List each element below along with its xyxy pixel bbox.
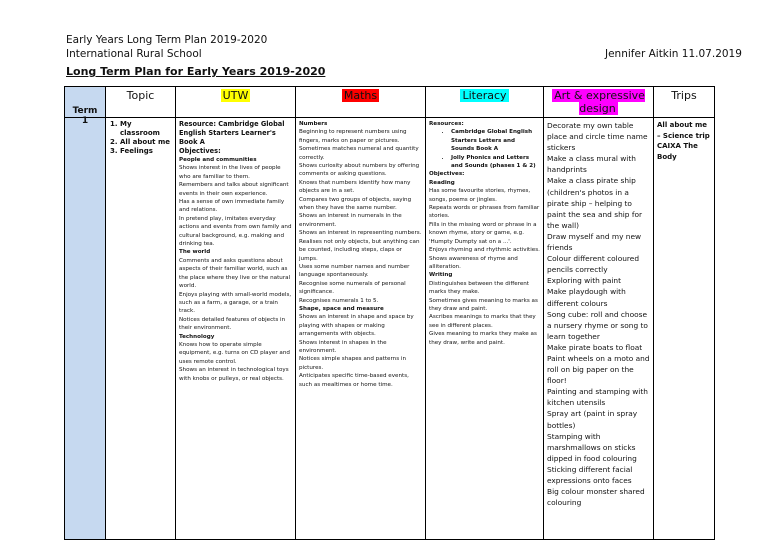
utw-cell: Resource: Cambridge Global English Starters Learner's Book A Objectives: People and communities Shows interest in the lives of people who are familiar to them. Remembers and talks about significant events in their own experience. Has a sense of own immediate family and relations. In pretend play, imitates everyday actions and events from own family and cultural background, e.g. making and drinking tea. The world Comments and asks questions about aspects of their familiar world, such as the place where they live or the natural world. Enjoys playing with small-world models, such as a farm, a garage, or a train track. Notices detailed features of objects in their environment. Technology Knows how to operate simple equipment, e.g. turns on CD player and uses remote control. Shows an interest in technological toys with knobs or pulleys, or real objects. (176, 118, 296, 540)
doc-header-line1: Early Years Long Term Plan 2019-2020 (66, 34, 268, 46)
art-item: Draw myself and my new friends (547, 231, 642, 253)
resource-item: • Cambridge Global English Starters Letters and Sounds Book A (451, 128, 540, 153)
maths-cell: Numbers Beginning to represent numbers using fingers, marks on paper or pictures. Sometimes matches numeral and quantity correctly. Shows curiosity about numbers by offering comments or asking questions. Knows that numbers identify how many objects are in a set. Compares two groups of objects, saying when they have the same number. Shows an interest in numerals in the environment. Shows an interest in representing numbers. Realises not only objects, but anything can be counted, including steps, claps or jumps. Uses some number names and number language spontaneously. Recognise some numerals of personal significance. Recognises numerals 1 to 5. Shape, space and measure Shows an interest in shape and space by playing with shapes or making arrangements with objects. Shows interest in shapes in the environment. Notices simple shapes and patterns in pictures. Anticipates specific time-based events, such as mealtimes or home time. (296, 118, 426, 540)
art-item: Painting and stamping with kitchen utensils (547, 387, 648, 408)
doc-header-line2: International Rural School (66, 48, 202, 60)
topic-item: 3. Feelings (120, 147, 172, 156)
art-item: Exploring with paint (547, 276, 622, 286)
art-cell (544, 118, 654, 540)
topic-item: 1. My classroom (120, 120, 172, 138)
art-item: Decorate my own table place and circle time name stickers (547, 121, 648, 153)
art-item: Spray art (paint in spray bottles) (547, 409, 638, 430)
art-item: Big colour monster shared colouring (547, 487, 645, 508)
topic-item: 2. All about me (120, 138, 172, 147)
term-number: 1 (81, 116, 89, 126)
art-item: Make playdough with different colours (547, 287, 626, 308)
term-label: Term (72, 106, 98, 116)
literacy-header: Literacy (426, 87, 544, 118)
art-header: Art & expressive design (544, 87, 654, 118)
term-cell (65, 106, 106, 540)
art-item: Paint wheels on a moto and roll on big paper on the floor! (547, 353, 650, 386)
art-item: Sticking different facial expressions onto faces (547, 464, 633, 485)
art-item: Make a class pirate ship (children's photos in a pirate ship – helping to paint the sea and ship for the wall) (547, 176, 643, 230)
art-item: Make pirate boats to float (547, 342, 643, 352)
art-item: Stamping with marshmallows on sticks dipped in food colouring (547, 431, 637, 463)
art-item: Colour different coloured pencils correctly (547, 254, 640, 275)
art-item: Song cube: roll and choose a nursery rhyme or song to learn together (547, 309, 648, 341)
topic-header: Topic (106, 87, 176, 118)
topic-cell (106, 118, 176, 540)
trips-cell: All about me – Science trip CAIXA The Body (654, 118, 715, 540)
art-item: Make a class mural with handprints (547, 154, 636, 175)
resource-item: • Jolly Phonics and Letters and Sounds (phases 1 & 2) (451, 154, 540, 171)
maths-header: Maths (296, 87, 426, 118)
page-title: Long Term Plan for Early Years 2019-2020 (66, 65, 326, 78)
utw-header: UTW (176, 87, 296, 118)
trips-header: Trips (654, 87, 715, 118)
plan-table (64, 86, 715, 540)
literacy-cell: Resources: • Cambridge Global English Starters Letters and Sounds Book A • Jolly Phonics and Letters and Sounds (phases 1 & 2) Objectives: Reading Has some favourite stories, rhymes, songs, poems or jingles. Repeats words or phrases from familiar stories. Fills in the missing word or phrase in a known rhyme, story or game, e.g. 'Humpty Dumpty sat on a ...'. Enjoys rhyming and rhythmic activities. Shows awareness of rhyme and alliteration. Writing Distinguishes between the different marks they make. Sometimes gives meaning to marks as they draw and paint. Ascribes meanings to marks that they see in different places. Gives meaning to marks they make as they draw, write and paint. (426, 118, 544, 540)
doc-author-date: Jennifer Aitkin 11.07.2019 (605, 48, 742, 60)
